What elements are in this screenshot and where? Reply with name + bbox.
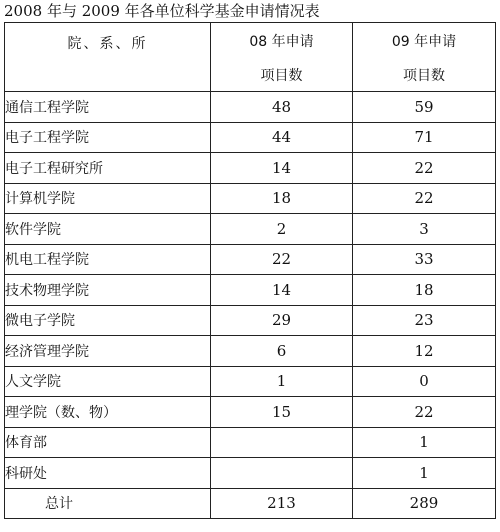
count-2008: 2 bbox=[211, 214, 353, 245]
table-row bbox=[5, 214, 496, 245]
org-name: 体育部 bbox=[5, 427, 211, 458]
total-2008: 213 bbox=[211, 488, 353, 519]
org-name: 电子工程学院 bbox=[5, 122, 211, 153]
org-name: 人文学院 bbox=[5, 366, 211, 397]
applications-table bbox=[4, 22, 496, 519]
org-name: 电子工程研究所 bbox=[5, 153, 211, 184]
count-2008: 44 bbox=[211, 122, 353, 153]
header-org-label: 院、系、所 bbox=[67, 36, 148, 52]
count-2009: 0 bbox=[353, 366, 496, 397]
org-name: 经济管理学院 bbox=[5, 336, 211, 367]
count-2009: 33 bbox=[353, 244, 496, 275]
count-2008: 22 bbox=[211, 244, 353, 275]
table-row bbox=[5, 397, 496, 428]
table-row bbox=[5, 244, 496, 275]
count-2008 bbox=[211, 427, 353, 458]
table-row bbox=[5, 305, 496, 336]
table-row bbox=[5, 122, 496, 153]
table-row bbox=[5, 458, 496, 489]
count-2009: 1 bbox=[353, 458, 496, 489]
count-2008: 6 bbox=[211, 336, 353, 367]
count-2009: 1 bbox=[353, 427, 496, 458]
count-2008: 14 bbox=[211, 275, 353, 306]
org-name: 微电子学院 bbox=[5, 305, 211, 336]
org-name: 通信工程学院 bbox=[5, 92, 211, 123]
header-2008-cell bbox=[211, 23, 353, 92]
count-2009: 3 bbox=[353, 214, 496, 245]
count-2009: 22 bbox=[353, 183, 496, 214]
table-row bbox=[5, 183, 496, 214]
org-name: 技术物理学院 bbox=[5, 275, 211, 306]
header-2009-line2: 项目数 bbox=[403, 68, 445, 84]
total-label: 总计 bbox=[5, 488, 211, 519]
table-row bbox=[5, 275, 496, 306]
org-name: 机电工程学院 bbox=[5, 244, 211, 275]
org-name: 科研处 bbox=[5, 458, 211, 489]
total-2009: 289 bbox=[353, 488, 496, 519]
table-row bbox=[5, 427, 496, 458]
table-row bbox=[5, 336, 496, 367]
table-row bbox=[5, 92, 496, 123]
header-2009-cell bbox=[353, 23, 496, 92]
count-2009: 23 bbox=[353, 305, 496, 336]
count-2009: 12 bbox=[353, 336, 496, 367]
count-2008: 18 bbox=[211, 183, 353, 214]
header-2009-line1: 09 年申请 bbox=[391, 34, 457, 50]
total-row bbox=[5, 488, 496, 519]
org-name: 计算机学院 bbox=[5, 183, 211, 214]
header-row bbox=[5, 23, 496, 92]
count-2009: 71 bbox=[353, 122, 496, 153]
table-row bbox=[5, 153, 496, 184]
count-2009: 18 bbox=[353, 275, 496, 306]
header-2008-line2: 项目数 bbox=[260, 68, 303, 84]
org-name: 理学院（数、物） bbox=[5, 397, 211, 428]
count-2008: 15 bbox=[211, 397, 353, 428]
count-2008: 14 bbox=[211, 153, 353, 184]
count-2009: 22 bbox=[353, 397, 496, 428]
org-name: 软件学院 bbox=[5, 214, 211, 245]
count-2008: 48 bbox=[211, 92, 353, 123]
count-2009: 22 bbox=[353, 153, 496, 184]
count-2008 bbox=[211, 458, 353, 489]
count-2009: 59 bbox=[353, 92, 496, 123]
table-row bbox=[5, 366, 496, 397]
count-2008: 29 bbox=[211, 305, 353, 336]
header-2008-line1: 08 年申请 bbox=[249, 34, 314, 50]
header-org-cell bbox=[5, 23, 211, 92]
count-2008: 1 bbox=[211, 366, 353, 397]
table-title: 2008 年与 2009 年各单位科学基金申请情况表 bbox=[4, 2, 320, 20]
